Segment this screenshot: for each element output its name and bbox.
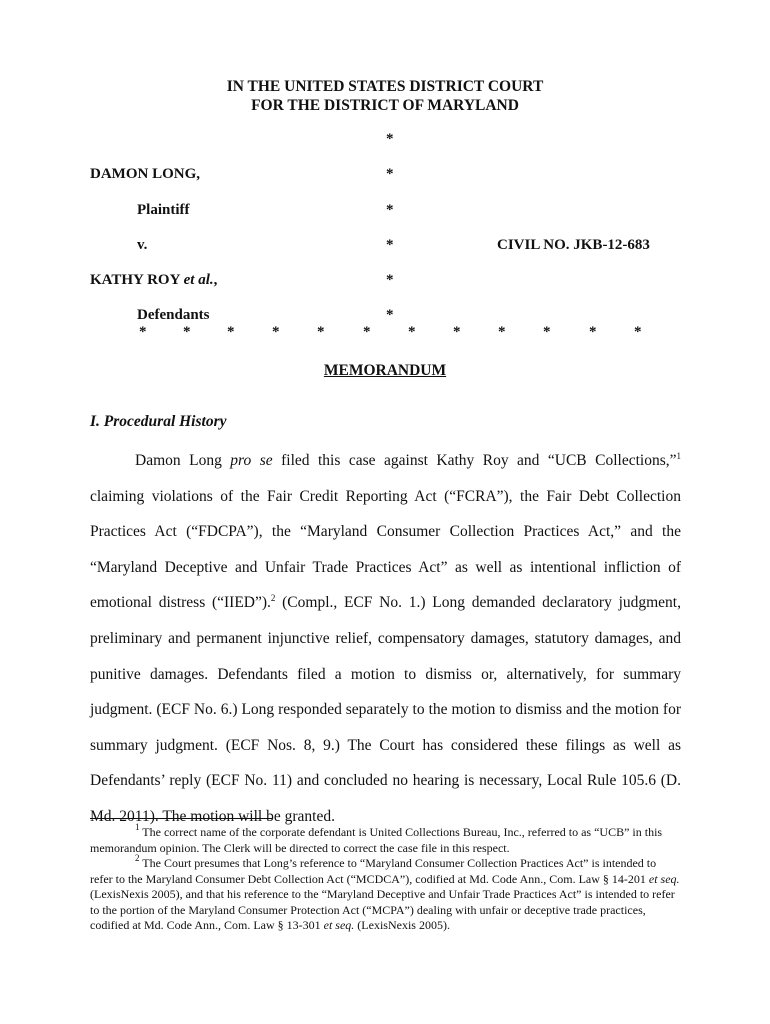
caption-star: * [386, 202, 394, 218]
separator-star: * [634, 324, 642, 340]
caption-star: * [386, 166, 394, 182]
footnote-ref-1: 1 [676, 451, 681, 461]
footnote-2: $^2$ The Court presumes that Long’s reference to “Maryland Consumer Collection Practices Act” is intended to refer to the Maryland Consumer Debt Collection Act (“MCDCA”), codified at Md. Code Ann., Com. Law § 14-201 et seq. (LexisNexis 2005), and that his reference to the “Maryland Deceptive and Unfair Trade Practices Act” is intended to refer to the portion of the Maryland Consumer Protection Act (“MCPA”) dealing with unfair or deceptive trade practices, codified at Md. Code Ann., Com. Law § 13-301 et seq. (LexisNexis 2005). [90, 853, 680, 932]
footnote-1: $^1$ The correct name of the corporate defendant is United Collections Bureau, Inc., referred to as “UCB” in this memorandum opinion. The Clerk will be directed to correct the case file in this respect. [90, 822, 663, 855]
document-title: MEMORANDUM [323, 362, 447, 379]
separator-star: * [183, 324, 191, 340]
separator-star: * [363, 324, 371, 340]
separator-star: * [498, 324, 506, 340]
separator-star: * [589, 324, 597, 340]
case-number: CIVIL NO. JKB-12-683 [497, 237, 650, 253]
defendant-role: Defendants [137, 307, 210, 323]
versus: v. [137, 237, 148, 253]
body-paragraph: Damon Long pro se filed this case against Kathy Roy and “UCB Collections,”$^1$ claiming violations of the Fair Credit Reporting Act (“FCRA”), the Fair Debt Collection Practices Act (“FDCPA”), the “Maryland Consumer Collection Practices Act,” and the “Maryland Deceptive and Unfair Trade Practices Act” as well as intentional infliction of emotional distress (“IIED”).$^2$ (Compl., ECF No. 1.) Long demanded declaratory judgment, preliminary and permanent injunctive relief, compensatory damages, statutory damages, and punitive damages. Defendants filed a motion to dismiss or, alternatively, for summary judgment. (ECF No. 6.) Long responded separately to the motion to dismiss and the motion for summary judgment. (ECF Nos. 8, 9.) The Court has considered these filings as well as Defendants’ reply (ECF No. 11) and concluded no hearing is necessary, Local Rule 105.6 (D. Md. 2011). The motion will be granted. [90, 451, 681, 825]
separator-star: * [139, 324, 147, 340]
separator-star: * [227, 324, 235, 340]
separator-star: * [453, 324, 461, 340]
plaintiff-role: Plaintiff [137, 202, 190, 218]
court-name-line2: FOR THE DISTRICT OF MARYLAND [251, 97, 519, 114]
caption-star: * [386, 307, 394, 323]
separator-star: * [272, 324, 280, 340]
caption-star: * [386, 237, 394, 253]
defendant-name: KATHY ROY et al., [90, 272, 218, 288]
separator-star: * [408, 324, 416, 340]
caption-star: * [386, 131, 394, 147]
footnote-divider [90, 818, 272, 819]
separator-star: * [317, 324, 325, 340]
section-heading: I. Procedural History [90, 413, 227, 430]
plaintiff-name: DAMON LONG, [90, 166, 200, 182]
separator-star: * [543, 324, 551, 340]
court-name-line1: IN THE UNITED STATES DISTRICT COURT [226, 78, 544, 95]
caption-star: * [386, 272, 394, 288]
footnote-ref-2: 2 [270, 593, 276, 604]
